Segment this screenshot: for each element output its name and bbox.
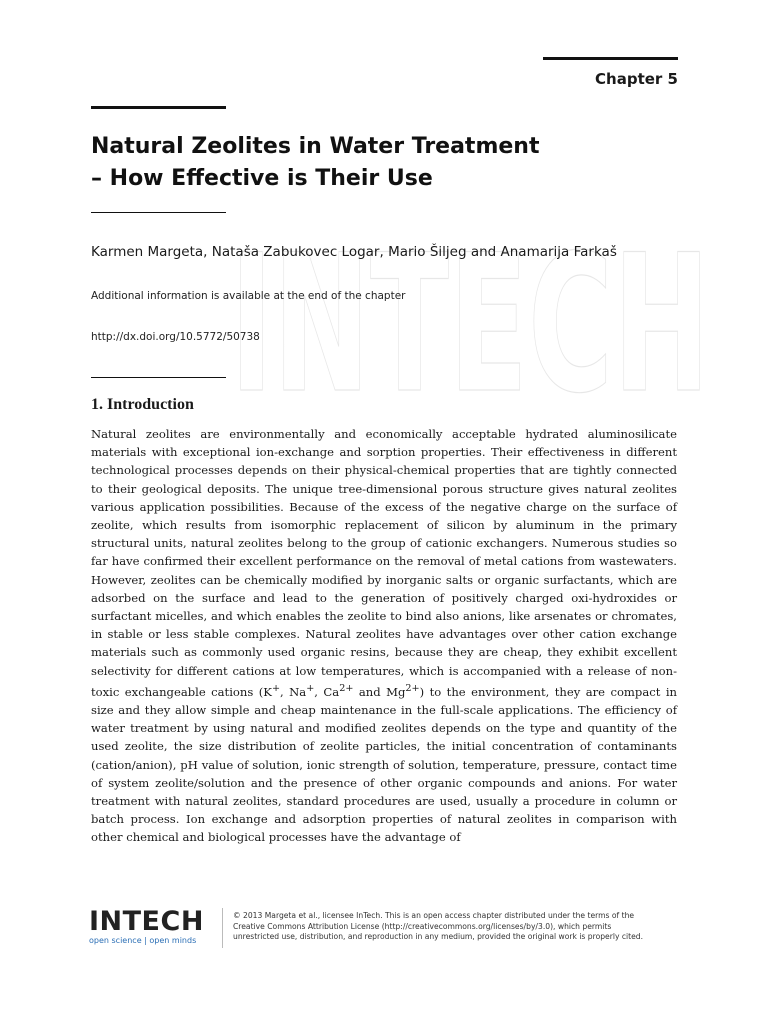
doi-link[interactable]: http://dx.doi.org/10.5772/50738 (91, 331, 260, 343)
intech-logo[interactable] (89, 908, 204, 945)
section-rule (91, 377, 226, 378)
license-line: unrestricted use, distribution, and reproduction in any medium, provided the original work is properly cited. (233, 932, 644, 942)
intro-text-part: , Na (280, 684, 307, 699)
license-notice (233, 911, 683, 943)
license-line: © 2013 Margeta et al., licensee InTech. This is an open access chapter distributed under the terms of the (233, 911, 635, 920)
intro-text-part: , Ca (314, 684, 340, 699)
watermark-text: INTECH (230, 214, 710, 410)
title-rule-top (91, 106, 226, 109)
footer-divider (222, 908, 223, 948)
intech-watermark (230, 200, 710, 410)
logo-wordmark: INTECH (89, 906, 204, 937)
superscript: 2+ (405, 682, 420, 694)
title-line-1: Natural Zeolites in Water Treatment (91, 134, 540, 159)
intro-text-part: ) to the environment, they are compact in size and they allow simple and cheap maintenance in the full-scale applications. The efficiency of water treatment by using natural and modified zeolites depends on the type and quantity of the used zeolite, the size distribution of zeolite particles, the initial concentration of contaminants (cation/anion), pH value of solution, ionic strength of solution, temperature, pressure, contact time of system zeolite/solution and the presence of other organic compounds and anions. For water treatment with natural zeolites, standard procedures are used, usually a procedure in column or batch process. Ion exchange and adsorption properties of natural zeolites in comparison with other chemical and biological processes have the advantage of (91, 684, 678, 845)
chapter-rule (543, 57, 678, 60)
title-rule-bottom (91, 212, 226, 213)
intro-text-part: Natural zeolites are environmentally and economically acceptable hydrated aluminosilicate materials with exceptional ion-exchange and sorption properties. Their effectiveness in different technological processes depends on their physical-chemical properties that are tightly connected to their geological deposits. The unique tree-dimensional porous structure gives natural zeolites various application possibilities. Because of the excess of the negative charge on the surface of zeolite, which results from isomorphic replacement of silicon by aluminum in the primary structural units, natural zeolites belong to the group of cationic exchangers. Numerous studies so far have confirmed their excellent performance on the removal of metal cations from wastewaters. However, zeolites can be chemically modified by inorganic salts or organic surfactants, which are adsorbed on the surface and lead to the generation of positively charged oxi-hydroxides or surfactant micelles, and which enables the zeolite to bind also anions, like arsenates or chromates, in stable or less stable complexes. Natural zeolites have advantages over other cation exchange materials such as commonly used organic resins, because they are cheap, they exhibit excellent selectivity for different cations at low temperatures, which is accompanied with a release of non-toxic exchangeable cations (K (91, 427, 677, 699)
section-heading: 1. Introduction (91, 396, 194, 413)
intro-text-part: and Mg (353, 684, 406, 699)
chapter-title (91, 131, 651, 195)
superscript: + (271, 682, 281, 694)
superscript: 2+ (339, 682, 354, 694)
title-line-2: – How Effective is Their Use (91, 166, 433, 191)
license-line: Creative Commons Attribution License (http://creativecommons.org/licenses/by/3.0), which permits (233, 921, 612, 931)
logo-tagline: open science | open minds (89, 936, 197, 945)
introduction-paragraph (91, 425, 677, 847)
additional-info-note: Additional information is available at the end of the chapter (91, 290, 406, 302)
superscript: + (306, 682, 315, 694)
author-list: Karmen Margeta, Nataša Zabukovec Logar, Mario Šiljeg and Anamarija Farkaš (91, 244, 617, 260)
chapter-label: Chapter 5 (595, 70, 678, 88)
